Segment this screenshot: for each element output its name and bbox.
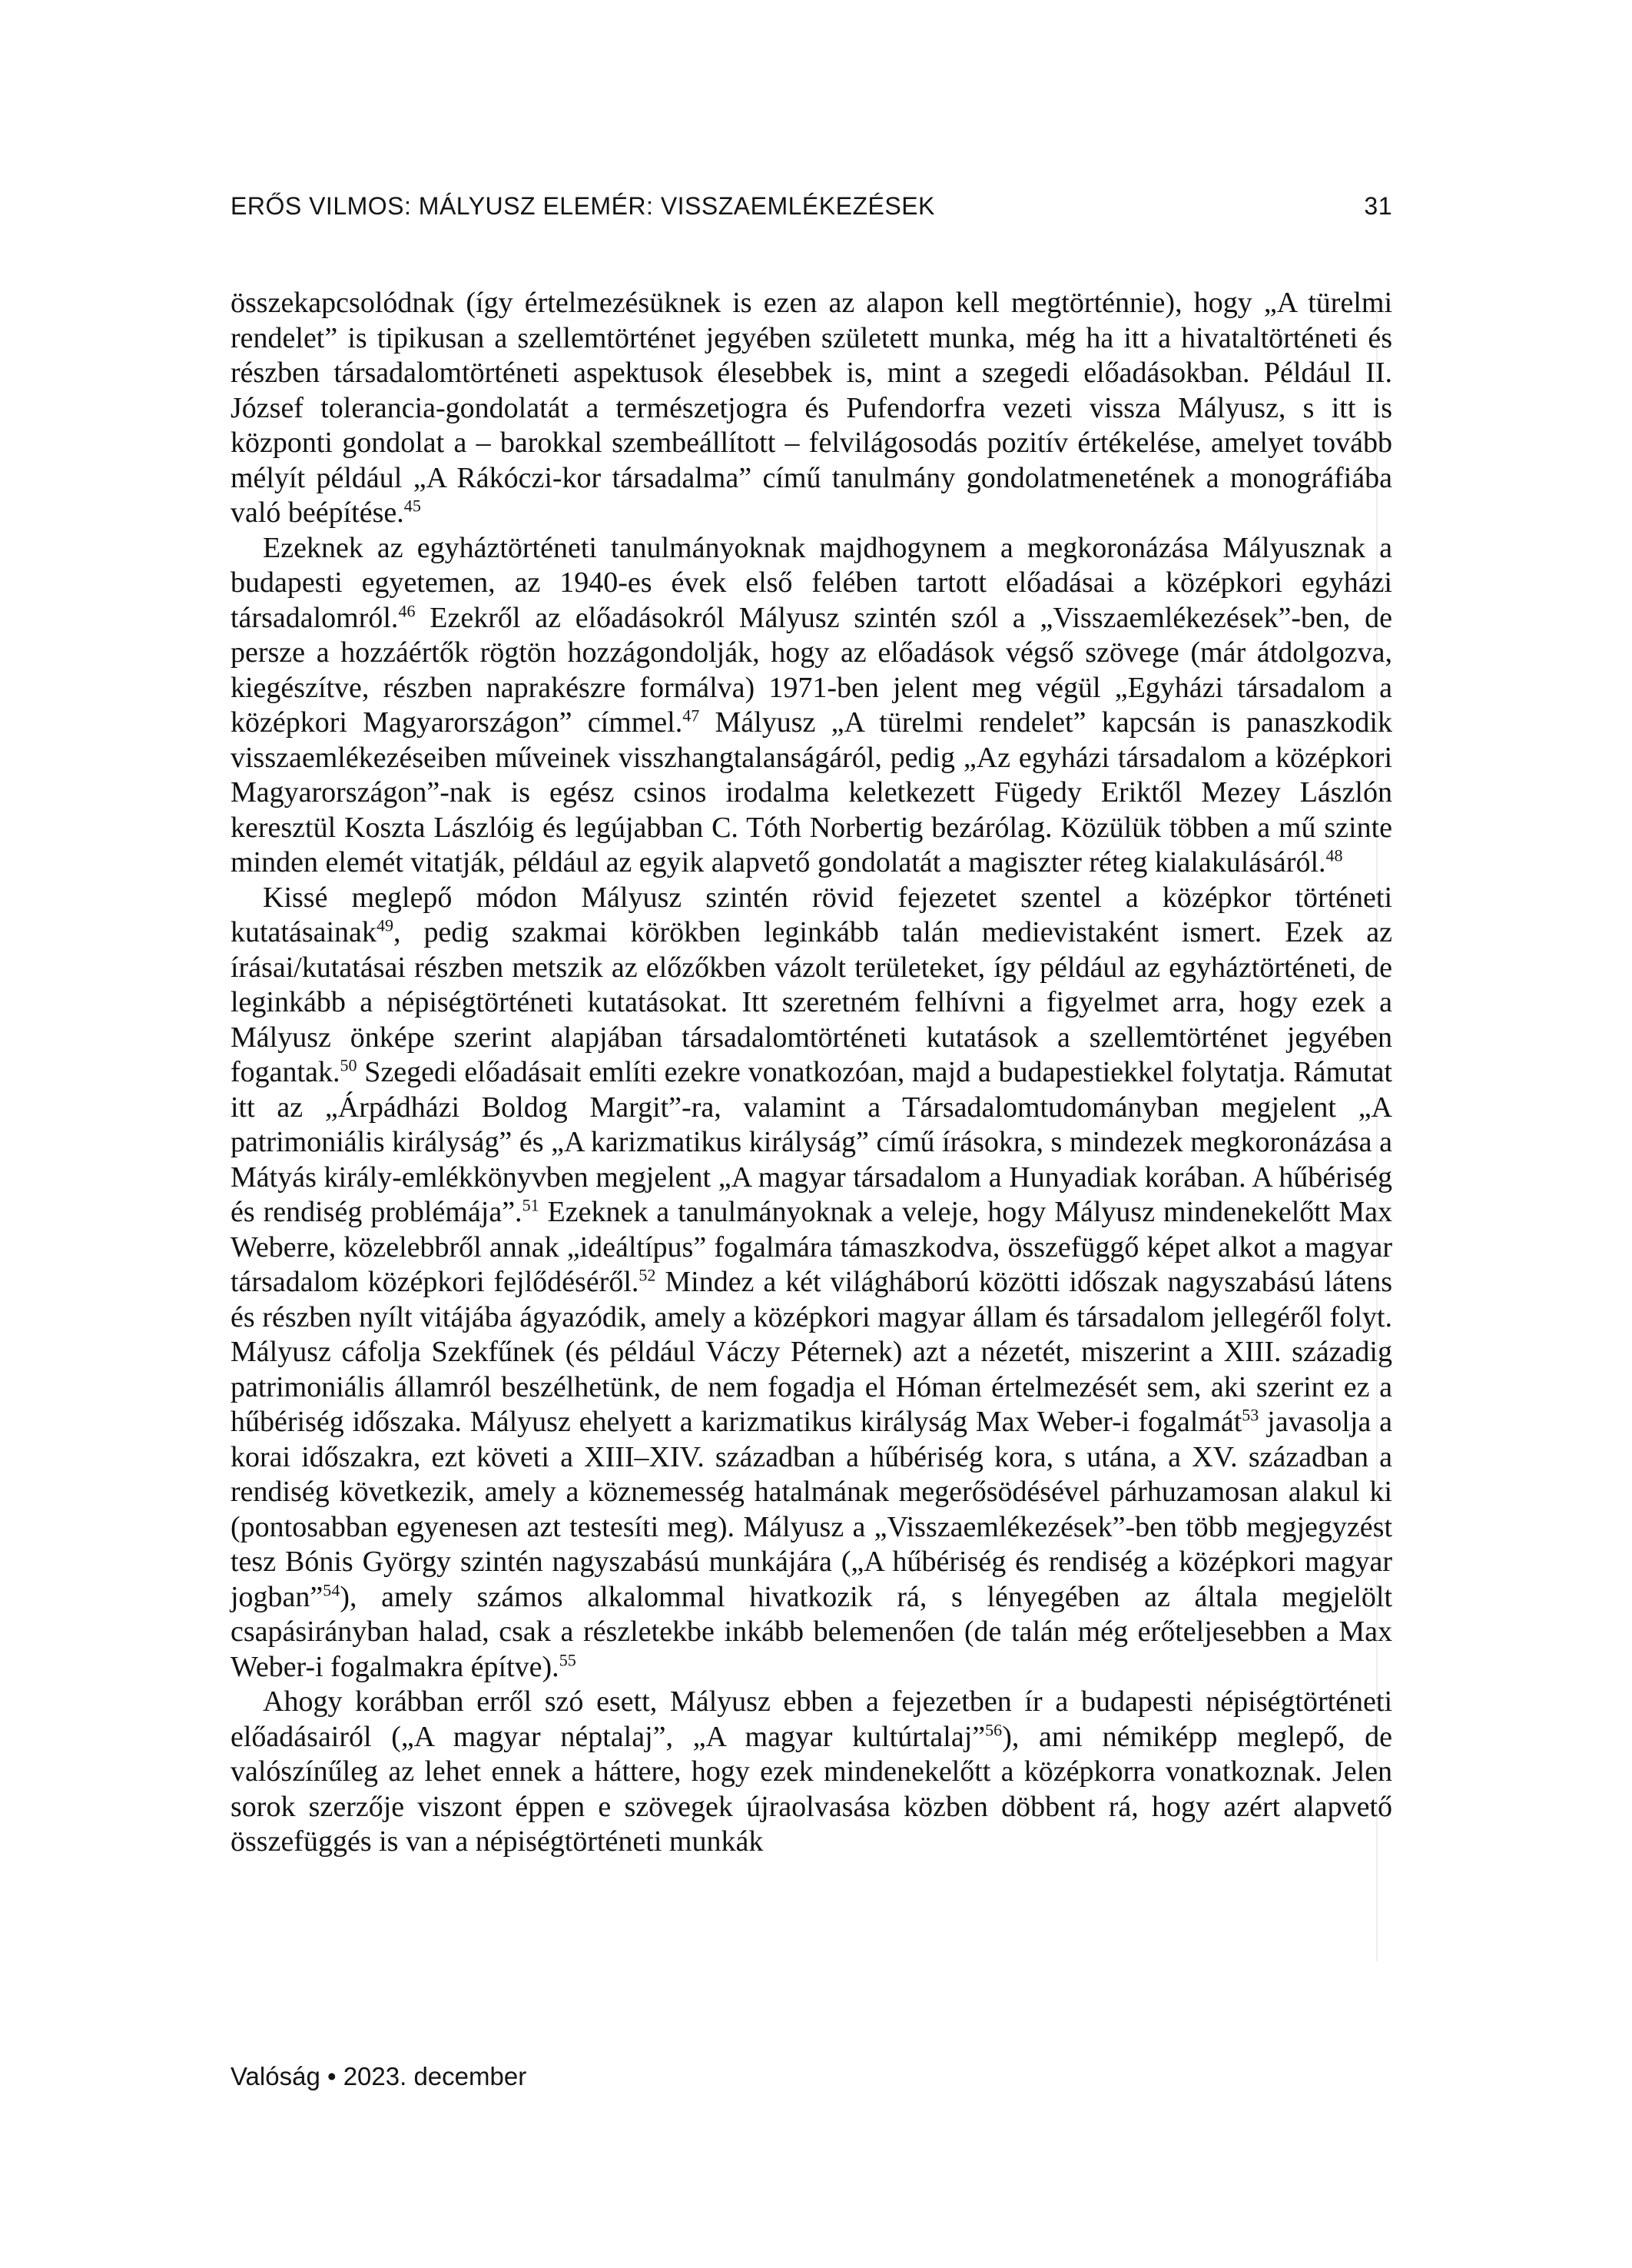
paragraph: Ahogy korábban erről szó esett, Mályusz ebben a fejezetben ír a budapesti népiségtörténeti előadásairól („A magyar néptalaj”, „A magyar kultúrtalaj”$^{56}$), ami némiképp meglepő, de valószínűleg az lehet ennek a háttere, hogy ezek mindenekelőtt a középkorra vonatkoznak. Jelen sorok szerzője viszont éppen e szövegek újraolvasása közben döbbent rá, hogy azért alapvető összefüggés is van a népiségtörténeti munkák xyxy=(231,1685,1392,1858)
running-header xyxy=(231,192,1392,221)
footnote-marker: 52 xyxy=(639,1265,656,1285)
footnote-marker: 51 xyxy=(522,1195,539,1215)
footnote-marker: 49 xyxy=(376,915,393,935)
footnote-marker: 48 xyxy=(1325,845,1343,865)
running-header-title: ERŐS VILMOS: MÁLYUSZ ELEMÉR: VISSZAEMLÉKEZÉSEK xyxy=(231,192,935,220)
footnote-marker: 54 xyxy=(323,1579,340,1599)
footnote-marker: 47 xyxy=(682,706,700,726)
paragraph: összekapcsolódnak (így értelmezésüknek is ezen az alapon kell megtörténnie), hogy „A türelmi rendelet” is tipikusan a szellemtörténet jegyében született munka, még ha itt a hivataltörténeti és részben társadalomtörténeti aspektusok élesebbek is, mint a szegedi előadásokban. Például II. József tolerancia-gondolatát a természetjogra és Pufendorfra vezeti vissza Mályusz, s itt is központi gondolat a – barokkal szembeállított – felvilágosodás pozitív értékelése, amelyet tovább mélyít például „A Rákóczi-kor társadalma” című tanulmány gondolatmenetének a monográfiába való beépítése.$^{45}$ xyxy=(231,287,1392,529)
footnote-marker: 46 xyxy=(398,600,416,620)
page-body xyxy=(231,286,1392,1860)
footnote-marker: 55 xyxy=(559,1649,576,1669)
footnote-marker: 45 xyxy=(403,496,421,516)
scan-artifact-line xyxy=(1376,301,1378,1961)
footnote-marker: 50 xyxy=(340,1055,357,1075)
paragraph: Kissé meglepő módon Mályusz szintén rövid fejezetet szentel a középkor történeti kutatásainak$^{49}$, pedig szakmai körökben leginkább talán medievistaként ismert. Ezek az írásai/kutatásai részben metszik az előzőkben vázolt területeket, így például az egyháztörténeti, de leginkább a népiségtörténeti kutatásokat. Itt szeretném felhívni a figyelmet arra, hogy ezek a Mályusz önképe szerint alapjában társadalomtörténeti kutatások a szellemtörténet jegyében fogantak.$^{50}$ Szegedi előadásait említi ezekre vonatkozóan, majd a budapestiekkel folytatja. Rámutat itt az „Árpádházi Boldog Margit”-ra, valamint a Társadalomtudományban megjelent „A patrimoniális királyság” és „A karizmatikus királyság” című írásokra, s mindezek megkoronázása a Mátyás király-emlékkönyvben megjelent „A magyar társadalom a Hunyadiak korában. A hűbériség és rendiség problémája”.$^{51}$ Ezeknek a tanulmányoknak a veleje, hogy Mályusz mindenekelőtt Max Weberre, közelebbről annak „ideáltípus” fogalmára támaszkodva, összefüggő képet alkot a magyar társadalom középkori fejlődéséről.$^{52}$ Mindez a két világháború közötti időszak nagyszabású látens és részben nyílt vitájába ágyazódik, amely a középkori magyar állam és társadalom jellegéről folyt. Mályusz cáfolja Szekfűnek (és például Váczy Péternek) azt a nézetét, miszerint a XIII. századig patrimoniális államról beszélhetünk, de nem fogadja el Hóman értelmezését sem, aki szerint ez a hűbériség időszaka. Mályusz ehelyett a karizmatikus királyság Max Weber-i fogalmát$^{53}$ javasolja a korai időszakra, ezt követi a XIII–XIV. században a hűbériség kora, s utána, a XV. században a rendiség következik, amely a köznemesség hatalmának megerősödésével párhuzamosan alakul ki (pontosabban egyenesen azt testesíti meg). Mályusz a „Visszaemlékezések”-ben több megjegyzést tesz Bónis György szintén nagyszabású munkájára („A hűbériség és rendiség a középkori magyar jogban”$^{54}$), amely számos alkalommal hivatkozik rá, s lényegében az általa megjelölt csapásirányban halad, csak a részletekbe inkább belemenően (de talán még erőteljesebben a Max Weber-i fogalmakra építve).$^{55}$ xyxy=(231,881,1392,1683)
paragraph: Ezeknek az egyháztörténeti tanulmányoknak majdhogynem a megkoronázása Mályusznak a budapesti egyetemen, az 1940-es évek első felében tartott előadásai a középkori egyházi társadalomról.$^{46}$ Ezekről az előadásokról Mályusz szintén szól a „Visszaemlékezések”-ben, de persze a hozzáértők rögtön hozzágondolják, hogy az előadások végső szövege (már átdolgozva, kiegészítve, részben naprakészre formálva) 1971-ben jelent meg végül „Egyházi társadalom a középkori Magyarországon” címmel.$^{47}$ Mályusz „A türelmi rendelet” kapcsán is panaszkodik visszaemlékezéseiben műveinek visszhangtalanságáról, pedig „Az egyházi társadalom a középkori Magyarországon”-nak is egész csinos irodalma keletkezett Fügedy Eriktől Mezey Lászlón keresztül Koszta Lászlóig és legújabban C. Tóth Norbertig bezárólag. Közülük többen a mű szinte minden elemét vitatják, például az egyik alapvető gondolatát a magiszter réteg kialakulásáról.$^{48}$ xyxy=(231,531,1392,878)
footnote-marker: 56 xyxy=(985,1719,1003,1739)
footer-imprint: Valóság • 2023. december xyxy=(231,2062,527,2090)
running-footer xyxy=(231,2062,526,2091)
page-number: 31 xyxy=(1364,192,1392,220)
footnote-marker: 53 xyxy=(1242,1405,1259,1425)
